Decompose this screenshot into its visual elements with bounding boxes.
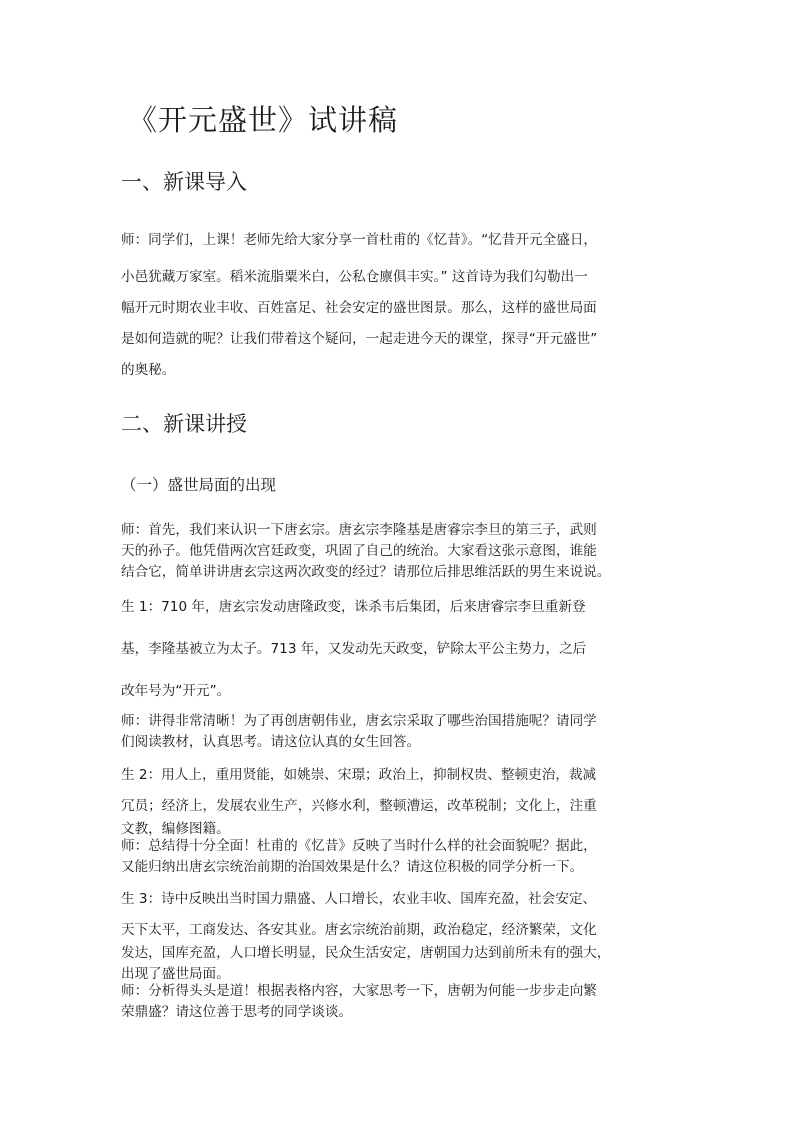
text-line: 基，李隆基被立为太子。713 年，又发动先天政变，铲除太平公主势力，之后 [121,641,587,657]
text-line: 师：总结得十分全面！杜甫的《忆昔》反映了当时什么样的社会面貌呢？据此， [121,838,597,854]
text-line: 文教，编修图籍。 [121,821,230,837]
text-line: 师：首先，我们来认识一下唐玄宗。唐玄宗李隆基是唐睿宗李旦的第三子，武则 [121,522,597,538]
text-line: 幅开元时期农业丰收、百姓富足、社会安定的盛世图景。那么，这样的盛世局面 [121,300,597,316]
text-line: 的奥秘。 [121,362,176,378]
paragraph-student-3 [121,889,673,984]
paragraph-student-2 [121,765,673,839]
text-line: 结合它，简单讲讲唐玄宗这两次政变的经过？请那位后排思维活跃的男生来说说。 [121,564,611,580]
text-line: 师：讲得非常清晰！为了再创唐朝伟业，唐玄宗采取了哪些治国措施呢？请同学 [121,713,597,729]
text-line: 发达，国库充盈，人口增长明显，民众生活安定，唐朝国力达到前所未有的强大， [121,945,611,961]
paragraph-teacher-4 [121,981,673,1023]
text-line: 天的孙子。他凭借两次宫廷政变，巩固了自己的统治。大家看这张示意图，谁能 [121,543,597,559]
text-line: 生 2：用人上，重用贤能，如姚崇、宋璟；政治上，抑制权贵、整顿吏治，裁减 [121,767,597,783]
paragraph-teacher-3 [121,836,673,878]
text-line: 生 1：710 年，唐玄宗发动唐隆政变，诛杀韦后集团，后来唐睿宗李旦重新登 [121,599,586,615]
text-line: 天下太平，工商发达、各安其业。唐玄宗统治前期，政治稳定，经济繁荣，文化 [121,922,597,938]
text-line: 师：同学们，上课！老师先给大家分享一首杜甫的《忆昔》。“忆昔开元全盛日， [121,232,598,248]
text-line: 又能归纳出唐玄宗统治前期的治国效果是什么？请这位积极的同学分析一下。 [121,859,584,875]
text-line: 冗员；经济上，发展农业生产，兴修水利，整顿漕运，改革税制；文化上，注重 [121,798,597,814]
section-heading-intro: 一、新课导入 [121,170,247,194]
text-line: 荣鼎盛？请这位善于思考的同学谈谈。 [121,1004,353,1020]
subsection-heading-prosperity: （一）盛世局面的出现 [121,476,277,494]
paragraph-teacher-2 [121,711,673,753]
text-line: 出现了盛世局面。 [121,966,230,982]
paragraph-teacher-1 [121,520,673,583]
text-line: 是如何造就的呢？让我们带着这个疑问，一起走进今天的课堂，探寻“开元盛世” [121,331,598,347]
section-heading-lecture: 二、新课讲授 [121,412,247,436]
text-line: 改年号为“开元”。 [121,683,231,699]
paragraph-student-1 [121,597,673,701]
text-line: 们阅读教材，认真思考。请这位认真的女生回答。 [121,734,421,750]
text-line: 生 3：诗中反映出当时国力鼎盛、人口增长，农业丰收、国库充盈，社会安定、 [121,891,597,907]
paragraph-intro [121,230,673,380]
text-line: 小邑犹藏万家室。稻米流脂粟米白，公私仓廪俱丰实。” 这首诗为我们勾勒出一 [121,269,588,285]
document-title: 《开元盛世》试讲稿 [128,103,399,137]
text-line: 师：分析得头头是道！根据表格内容，大家思考一下，唐朝为何能一步步走向繁 [121,983,597,999]
